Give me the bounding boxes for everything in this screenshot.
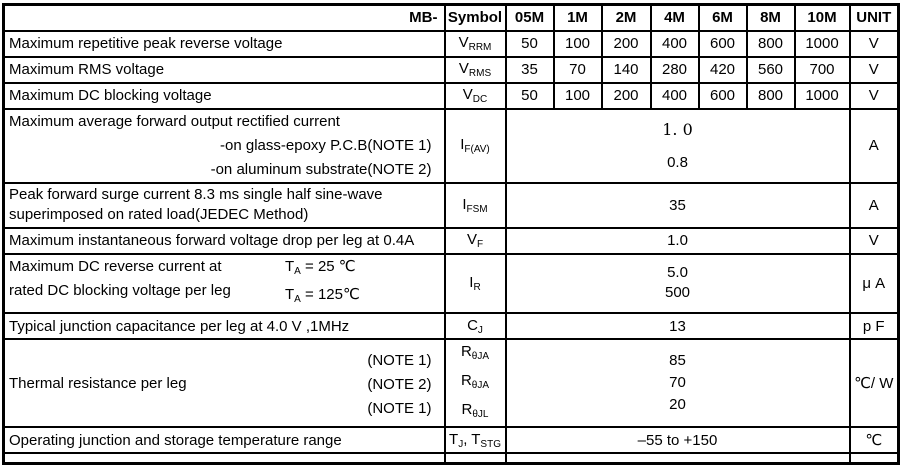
condition-line [285, 255, 442, 284]
stub-cell [445, 453, 506, 463]
value-cell: 400 [651, 31, 699, 57]
symbol-subscript: STG [480, 438, 501, 450]
model-header-2m: 2M [602, 5, 651, 31]
symbol-cell [445, 31, 506, 57]
symbol-base: I [460, 136, 465, 154]
value-cell: 600 [699, 83, 747, 109]
symbol-line [446, 340, 505, 369]
series-label-cell: MB- [4, 5, 445, 31]
value-cell [506, 254, 850, 314]
unit-header-cell: UNIT [850, 5, 899, 31]
param-cell [4, 339, 445, 427]
symbol-base: R [461, 400, 473, 418]
symbol-cell [445, 313, 506, 339]
unit-cell: V [850, 83, 899, 109]
param-line: Maximum DC reverse current at [9, 257, 222, 275]
param-text-block [9, 349, 187, 418]
param-line: Thermal resistance per leg [9, 374, 187, 392]
symbol-cell [445, 228, 506, 254]
value-line: 85 [669, 352, 686, 370]
symbol-subscript: F [476, 238, 484, 250]
unit-cell: p F [850, 313, 899, 339]
value-cell: 200 [602, 31, 651, 57]
value-cell: 50 [506, 83, 554, 109]
row-temperature-range [4, 427, 899, 453]
param-cell: Typical junction capacitance per leg at 4.0 V ,1MHz [4, 313, 445, 339]
value-cell: 13 [506, 313, 850, 339]
note-line: (NOTE 2) [367, 375, 432, 393]
value-line: 70 [669, 374, 686, 392]
value-cell: 70 [554, 57, 602, 83]
param-cell: Maximum DC blocking voltage [4, 83, 445, 109]
value-cell: 140 [602, 57, 651, 83]
value-cell [506, 109, 850, 183]
unit-cell: V [850, 57, 899, 83]
value-cell: 100 [554, 31, 602, 57]
param-cell [4, 183, 445, 228]
unit-cell: ℃ [850, 427, 899, 453]
symbol-subscript: θJL [472, 408, 489, 420]
symbol-subscript: F(AV) [464, 143, 490, 155]
symbol-line [446, 369, 505, 398]
symbol-cell [445, 109, 506, 183]
param-cell: Maximum instantaneous forward voltage drop per leg at 0.4A [4, 228, 445, 254]
symbol-base: V [458, 34, 469, 52]
cropped-row-stub [4, 453, 899, 463]
value-cell: 1000 [795, 83, 850, 109]
value-cell: 280 [651, 57, 699, 83]
param-line: superimposed on rated load(JEDEC Method) [9, 206, 309, 223]
row-ifav [4, 109, 899, 183]
row-vrrm [4, 31, 899, 57]
note-line: (NOTE 1) [367, 399, 432, 417]
stub-cell [850, 453, 899, 463]
stub-cell [4, 453, 445, 463]
row-thermal-resistance [4, 339, 899, 427]
param-layout [9, 255, 442, 313]
symbol-subscript: RMS [468, 67, 492, 79]
condition-value: = 25 ℃ [300, 257, 356, 275]
condition-symbol: T [285, 257, 295, 275]
value-line: 5.0 [667, 264, 688, 282]
symbol-subscript: J [458, 438, 464, 450]
stub-cell [506, 453, 850, 463]
value-line: 500 [664, 284, 691, 302]
value-cell: 800 [747, 31, 795, 57]
notes-block [187, 349, 442, 418]
symbol-base: , T [463, 431, 481, 449]
value-cell: 1.0 [506, 228, 850, 254]
symbol-subscript: J [477, 324, 483, 336]
value-cell: 400 [651, 83, 699, 109]
symbol-base: T [449, 431, 459, 449]
unit-cell: A [850, 183, 899, 228]
symbol-cell [445, 339, 506, 427]
row-vrms [4, 57, 899, 83]
note-line: (NOTE 1) [367, 351, 432, 369]
unit-cell: ℃/ W [850, 339, 899, 427]
row-ir [4, 254, 899, 314]
param-line: Peak forward surge current 8.3 ms single half sine-wave [9, 186, 383, 203]
symbol-subscript: θJA [471, 350, 490, 362]
symbol-line [446, 398, 505, 427]
param-line: Maximum average forward output rectified current [9, 112, 340, 130]
symbol-base: I [469, 273, 474, 291]
symbol-subscript: R [473, 281, 481, 293]
symbol-base: R [460, 371, 472, 389]
value-cell: 35 [506, 57, 554, 83]
symbol-subscript: DC [472, 93, 488, 105]
param-cell [4, 254, 445, 314]
value-cell: 35 [506, 183, 850, 228]
symbol-cell [445, 427, 506, 453]
condition-line [285, 283, 442, 312]
symbol-cell [445, 83, 506, 109]
model-header-1m: 1M [554, 5, 602, 31]
symbol-cell [445, 254, 506, 314]
param-condition-line: -on glass-epoxy P.C.B(NOTE 1) [220, 136, 432, 154]
model-header-4m: 4M [651, 5, 699, 31]
condition-value: = 125℃ [300, 286, 360, 304]
unit-cell: μ A [850, 254, 899, 314]
symbol-subscript: FSM [466, 203, 488, 215]
unit-cell: A [850, 109, 899, 183]
row-ifsm [4, 183, 899, 228]
symbol-cell [445, 57, 506, 83]
symbol-base: V [462, 86, 473, 104]
param-cell: Operating junction and storage temperature range [4, 427, 445, 453]
value-cell: 100 [554, 83, 602, 109]
value-cell: 700 [795, 57, 850, 83]
condition-subscript: A [294, 294, 301, 306]
param-cell: Maximum repetitive peak reverse voltage [4, 31, 445, 57]
model-header-05m: 05M [506, 5, 554, 31]
value-cell: 800 [747, 83, 795, 109]
param-layout [9, 349, 442, 418]
param-condition-line: -on aluminum substrate(NOTE 2) [210, 160, 432, 178]
model-header-6m: 6M [699, 5, 747, 31]
value-cell: 560 [747, 57, 795, 83]
row-cj [4, 313, 899, 339]
symbol-base: I [462, 195, 467, 213]
param-text-block [9, 255, 285, 313]
param-cell: Maximum RMS voltage [4, 57, 445, 83]
symbol-subscript: RRM [468, 41, 492, 53]
row-vdc [4, 83, 899, 109]
symbol-base: V [458, 60, 469, 78]
symbol-base: R [460, 343, 472, 361]
value-cell: –55 to +150 [506, 427, 850, 453]
value-cell: 420 [699, 57, 747, 83]
header-row [4, 5, 899, 31]
symbol-base: V [466, 231, 477, 249]
row-vf [4, 228, 899, 254]
value-cell [506, 339, 850, 427]
condition-symbol: T [285, 286, 295, 304]
model-header-8m: 8M [747, 5, 795, 31]
value-cell: 600 [699, 31, 747, 57]
value-line: 0.8 [667, 153, 688, 171]
value-cell: 200 [602, 83, 651, 109]
maximum-ratings-table [2, 3, 900, 465]
param-line: rated DC blocking voltage per leg [9, 281, 231, 299]
unit-cell: V [850, 228, 899, 254]
condition-block [285, 255, 442, 313]
condition-subscript: A [294, 265, 301, 277]
symbol-base: C [467, 316, 478, 334]
model-header-10m: 10M [795, 5, 850, 31]
symbol-subscript: θJA [471, 379, 490, 391]
value-line: 1. 0 [662, 119, 693, 139]
symbol-cell [445, 183, 506, 228]
value-cell: 1000 [795, 31, 850, 57]
param-cell [4, 109, 445, 183]
value-line: 20 [669, 396, 686, 414]
symbol-header-cell: Symbol [445, 5, 506, 31]
value-cell: 50 [506, 31, 554, 57]
unit-cell: V [850, 31, 899, 57]
